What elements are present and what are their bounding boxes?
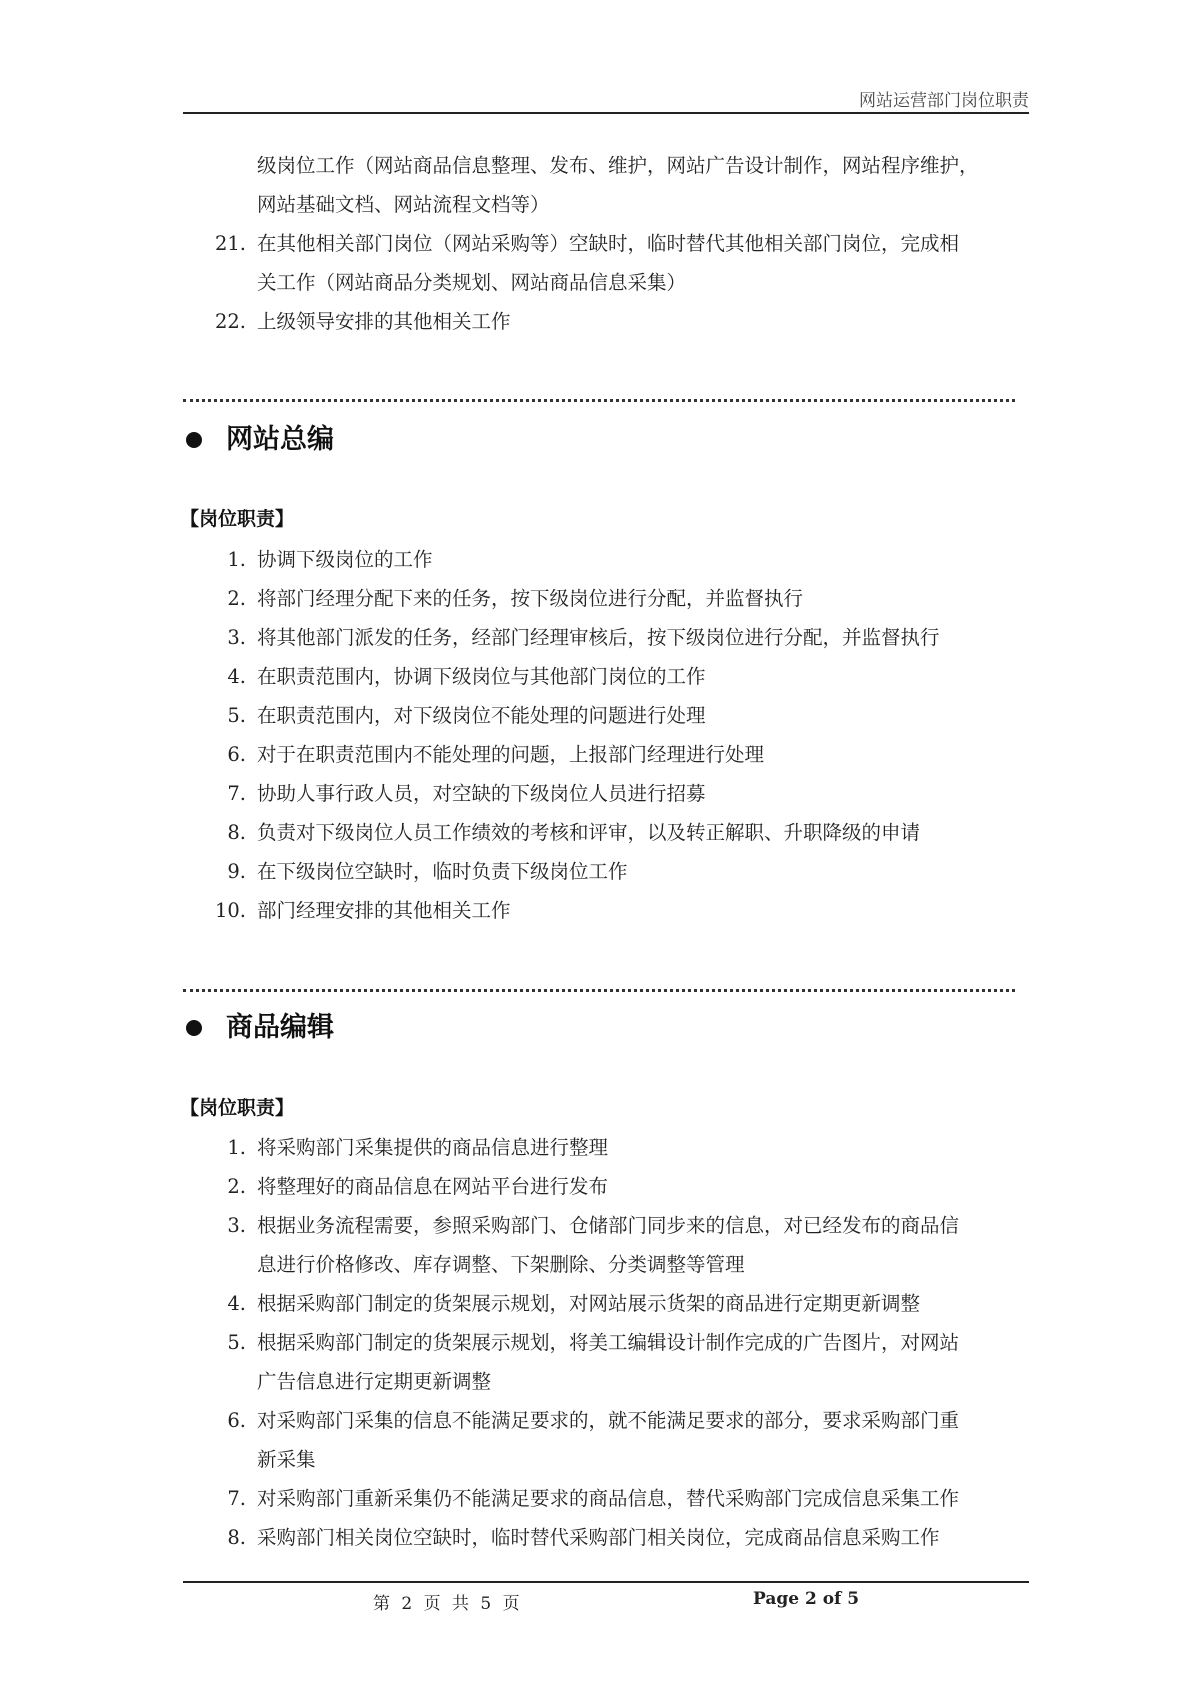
list-item-number: 5.	[227, 704, 246, 727]
list-item-number: 2.	[227, 1175, 246, 1198]
list-item: 对采购部门采集的信息不能满足要求的，就不能满足要求的部分，要求采购部门重	[257, 1409, 960, 1432]
list-item: 将部门经理分配下来的任务，按下级岗位进行分配，并监督执行	[257, 587, 804, 610]
list-item-number: 7.	[227, 1487, 246, 1510]
list-item-number: 22.	[214, 310, 246, 333]
list-item: 根据业务流程需要，参照采购部门、仓储部门同步来的信息，对已经发布的商品信	[257, 1214, 960, 1237]
list-item: 新采集	[257, 1448, 316, 1471]
list-item-number: 6.	[227, 1409, 246, 1432]
list-item-number: 2.	[227, 587, 246, 610]
list-item-number: 21.	[214, 232, 246, 255]
list-item-number: 3.	[227, 626, 246, 649]
list-item-number: 9.	[227, 860, 246, 883]
footer-page-en: Page 2 of 5	[753, 1589, 860, 1609]
list-item-number: 3.	[227, 1214, 246, 1237]
list-item-number: 1.	[227, 548, 246, 571]
section-title: 商品编辑	[226, 1012, 334, 1043]
list-item: 部门经理安排的其他相关工作	[257, 899, 511, 922]
list-item: 上级领导安排的其他相关工作	[257, 310, 511, 333]
list-item: 将采购部门采集提供的商品信息进行整理	[257, 1136, 609, 1159]
list-item-number: 4.	[227, 665, 246, 688]
list-item: 将整理好的商品信息在网站平台进行发布	[257, 1175, 609, 1198]
bullet-icon	[186, 1020, 202, 1036]
list-item-number: 4.	[227, 1292, 246, 1315]
continued-line: 级岗位工作（网站商品信息整理、发布、维护，网站广告设计制作，网站程序维护，	[257, 154, 979, 177]
section-sub-label: 【岗位职责】	[180, 1097, 295, 1119]
section-divider	[183, 399, 1015, 402]
list-item: 关工作（网站商品分类规划、网站商品信息采集）	[257, 271, 687, 294]
list-item: 广告信息进行定期更新调整	[257, 1370, 492, 1393]
list-item: 对于在职责范围内不能处理的问题，上报部门经理进行处理	[257, 743, 765, 766]
list-item-number: 8.	[227, 821, 246, 844]
list-item-number: 8.	[227, 1526, 246, 1549]
footer-page-cn: 第 2 页 共 5 页	[373, 1594, 523, 1614]
list-item: 在职责范围内，协调下级岗位与其他部门岗位的工作	[257, 665, 706, 688]
continued-line: 网站基础文档、网站流程文档等）	[257, 193, 550, 216]
header-title: 网站运营部门岗位职责	[859, 91, 1029, 111]
list-item: 息进行价格修改、库存调整、下架删除、分类调整等管理	[257, 1253, 745, 1276]
list-item: 对采购部门重新采集仍不能满足要求的商品信息，替代采购部门完成信息采集工作	[257, 1487, 960, 1510]
list-item: 将其他部门派发的任务，经部门经理审核后，按下级岗位进行分配，并监督执行	[257, 626, 940, 649]
list-item: 协助人事行政人员，对空缺的下级岗位人员进行招募	[257, 782, 706, 805]
page-footer	[183, 1581, 1029, 1613]
list-item: 在职责范围内，对下级岗位不能处理的问题进行处理	[257, 704, 706, 727]
section-divider	[183, 989, 1015, 992]
list-item-number: 1.	[227, 1136, 246, 1159]
section-title: 网站总编	[226, 424, 334, 455]
bullet-icon	[186, 432, 202, 448]
section-sub-label: 【岗位职责】	[180, 508, 295, 530]
list-item-number: 10.	[214, 899, 246, 922]
list-item: 在其他相关部门岗位（网站采购等）空缺时，临时替代其他相关部门岗位，完成相	[257, 232, 960, 255]
list-item: 采购部门相关岗位空缺时，临时替代采购部门相关岗位，完成商品信息采购工作	[257, 1526, 940, 1549]
page-header	[183, 84, 1029, 114]
list-item-number: 5.	[227, 1331, 246, 1354]
list-item: 协调下级岗位的工作	[257, 548, 433, 571]
list-item: 根据采购部门制定的货架展示规划，将美工编辑设计制作完成的广告图片，对网站	[257, 1331, 960, 1354]
list-item: 根据采购部门制定的货架展示规划，对网站展示货架的商品进行定期更新调整	[257, 1292, 921, 1315]
list-item: 负责对下级岗位人员工作绩效的考核和评审，以及转正解职、升职降级的申请	[257, 821, 921, 844]
list-item-number: 7.	[227, 782, 246, 805]
list-item-number: 6.	[227, 743, 246, 766]
list-item: 在下级岗位空缺时，临时负责下级岗位工作	[257, 860, 628, 883]
